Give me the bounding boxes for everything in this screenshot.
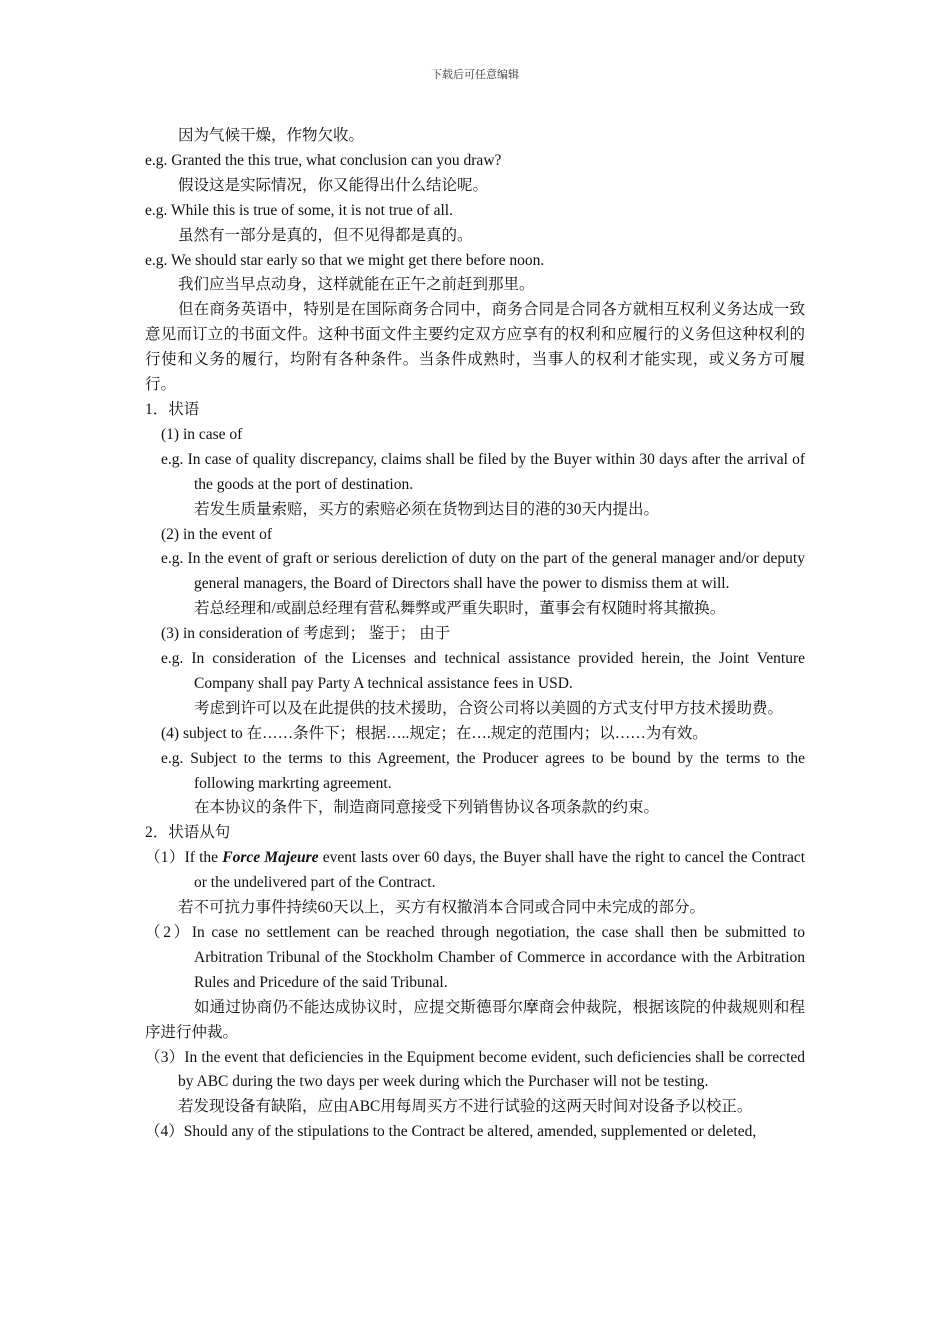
example-sentence: e.g. We should star early so that we might get there before noon. — [145, 251, 545, 269]
numbered-example-suffix: event lasts over 60 days, the Buyer shall have the right to cancel the Contract or the undelivered part of the Contract. — [194, 849, 806, 892]
numbered-example: （3）In the event that deficiencies in the Equipment become evident, such deficiencies shall be corrected by ABC during the two days per week during which the Purchaser will not be testing. — [145, 1048, 805, 1091]
example-translation: 虽然有一部分是真的，但不见得都是真的。 — [178, 226, 473, 244]
phrase-label: (4) subject to 在……条件下；根据…..规定；在….规定的范围内；以……为有效。 — [161, 724, 708, 742]
example-translation: 我们应当早点动身，这样就能在正午之前赶到那里。 — [178, 276, 535, 294]
intro-paragraph: 但在商务英语中，特别是在国际商务合同中，商务合同是合同各方就相互权利义务达成一致意见而订立的书面文件。这种书面文件主要约定双方应享有的权利和应履行的义务但这种权利的行使和义务的履行，均附有各种条件。当条件成熟时，当事人的权利才能实现，或义务方可履行。 — [145, 301, 805, 394]
example-sentence: e.g. In consideration of the Licenses and technical assistance provided herein, the Joint Venture Company shall pay Party A technical assistance fees in USD. — [161, 650, 805, 692]
force-majeure-term: Force Majeure — [222, 849, 319, 867]
document-body — [145, 124, 805, 1145]
example-translation: 假设这是实际情况，你又能得出什么结论呢。 — [178, 176, 489, 194]
example-translation: 若发现设备有缺陷，应由ABC用每周买方不进行试验的这两天时间对设备予以校正。 — [178, 1098, 753, 1116]
numbered-example: （4）Should any of the stipulations to the Contract be altered, amended, supplemented or deleted, — [145, 1123, 757, 1141]
example-translation: 若不可抗力事件持续60天以上，买方有权撤消本合同或合同中未完成的部分。 — [178, 899, 706, 917]
example-sentence: e.g. While this is true of some, it is not true of all. — [145, 201, 453, 219]
numbered-example: （2）In case no settlement can be reached through negotiation, the case shall then be submitted to Arbitration Tribunal of the Stockholm Chamber of Commerce in accordance with the Arbitration Rules and Pricedure of the said Tribunal. — [145, 924, 805, 991]
example-translation: 因为气候干燥，作物欠收。 — [178, 127, 365, 144]
example-sentence: e.g. Granted the this true, what conclusion can you draw? — [145, 151, 502, 169]
example-translation: 考虑到许可以及在此提供的技术援助，合资公司将以美圆的方式支付甲方技术援助费。 — [194, 699, 784, 717]
phrase-label: (1) in case of — [161, 425, 243, 443]
phrase-label: (2) in the event of — [161, 525, 273, 543]
example-translation: 若发生质量索赔，买方的索赔必须在货物到达目的港的30天内提出。 — [194, 500, 660, 518]
section-heading-adverbial-clause: 2．状语从句 — [145, 824, 231, 842]
numbered-example-prefix: （1）If the — [145, 849, 223, 867]
example-translation: 若总经理和/或副总经理有营私舞弊或严重失职时，董事会有权随时将其撤换。 — [194, 600, 726, 618]
numbered-example — [145, 846, 805, 896]
phrase-label: (3) in consideration of 考虑到； 鉴于； 由于 — [161, 625, 451, 643]
example-translation: 如通过协商仍不能达成协议时，应提交斯德哥尔摩商会仲裁院，根据该院的仲裁规则和程序进行仲裁。 — [145, 998, 805, 1041]
example-sentence: e.g. Subject to the terms to this Agreement, the Producer agrees to be bound by the terms to the following markrting agreement. — [161, 749, 805, 792]
section-heading-adverbial: 1．状语 — [145, 400, 200, 418]
example-sentence: e.g. In case of quality discrepancy, claims shall be filed by the Buyer within 30 days after the arrival of the goods at the port of destination. — [161, 450, 805, 493]
example-sentence: e.g. In the event of graft or serious dereliction of duty on the part of the general manager and/or deputy general managers, the Board of Directors shall have the power to dismiss them at will. — [161, 550, 805, 593]
page-header: 下载后可任意编辑 — [431, 68, 519, 81]
example-translation: 在本协议的条件下，制造商同意接受下列销售协议各项条款的约束。 — [194, 799, 660, 817]
